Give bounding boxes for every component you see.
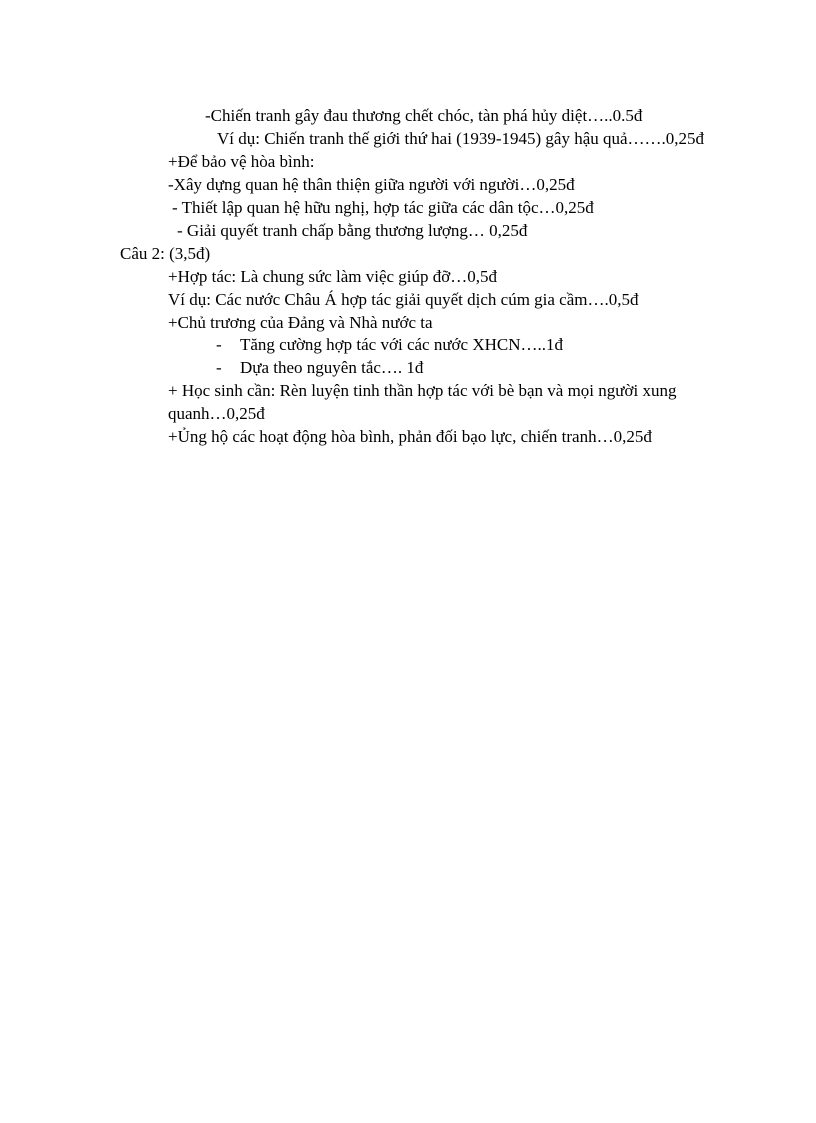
text-line: +Ủng hộ các hoạt động hòa bình, phản đối bạo lực, chiến tranh…0,25đ	[168, 427, 652, 446]
list-marker: -	[216, 335, 222, 354]
list-item	[216, 334, 563, 356]
text-line: +Để bảo vệ hòa bình:	[168, 152, 315, 171]
text-line: + Học sinh cần: Rèn luyện tinh thần hợp tác với bè bạn và mọi người xung	[168, 381, 677, 400]
text-line: +Chủ trương của Đảng và Nhà nước ta	[168, 313, 433, 332]
text-line: +Hợp tác: Là chung sức làm việc giúp đỡ…0,5đ	[168, 267, 498, 286]
text-line: Ví dụ: Chiến tranh thế giới thứ hai (1939-1945) gây hậu quả…….0,25đ	[217, 129, 705, 148]
list-item-text: Tăng cường hợp tác với các nước XHCN…..1đ	[240, 335, 563, 354]
list-item-text: Dựa theo nguyên tắc…. 1đ	[240, 358, 424, 377]
text-line: quanh…0,25đ	[168, 404, 265, 423]
text-line: - Thiết lập quan hệ hữu nghị, hợp tác giữa các dân tộc…0,25đ	[172, 198, 594, 217]
text-line: - Giải quyết tranh chấp bằng thương lượng… 0,25đ	[177, 221, 528, 240]
text-line: -Xây dựng quan hệ thân thiện giữa người với người…0,25đ	[168, 175, 575, 194]
text-line: Ví dụ: Các nước Châu Á hợp tác giải quyết dịch cúm gia cầm….0,5đ	[168, 290, 639, 309]
list-item	[216, 357, 423, 379]
section-heading: Câu 2: (3,5đ)	[120, 244, 211, 263]
list-marker: -	[216, 358, 222, 377]
text-line: -Chiến tranh gây đau thương chết chóc, tàn phá hủy diệt…..0.5đ	[205, 106, 643, 125]
